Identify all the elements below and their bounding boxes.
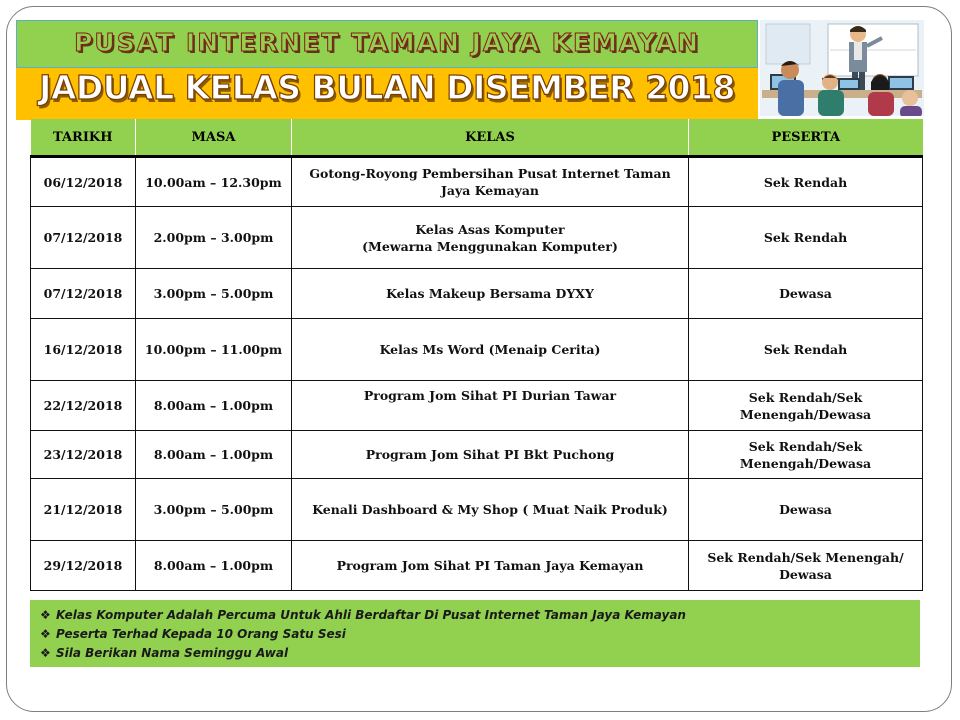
- classroom-illustration: [760, 20, 924, 116]
- cell-participants: Sek Rendah: [689, 207, 923, 269]
- cell-time: 8.00am – 1.00pm: [136, 541, 292, 591]
- cell-date: 07/12/2018: [31, 269, 136, 319]
- cell-class: Kelas Makeup Bersama DYXY: [292, 269, 689, 319]
- cell-class: Program Jom Sihat PI Durian Tawar: [292, 381, 689, 431]
- diamond-bullet-icon: ❖: [40, 645, 51, 660]
- cell-class: Kelas Asas Komputer (Mewarna Menggunakan Komputer): [292, 207, 689, 269]
- cell-participants: Dewasa: [689, 479, 923, 541]
- cell-participants: Sek Rendah: [689, 157, 923, 207]
- note-text: Sila Berikan Nama Seminggu Awal: [56, 645, 289, 660]
- cell-class: Gotong-Royong Pembersihan Pusat Internet Taman Jaya Kemayan: [292, 157, 689, 207]
- diamond-bullet-icon: ❖: [40, 626, 51, 641]
- table-row: [31, 157, 923, 207]
- cell-participants: Sek Rendah/Sek Menengah/Dewasa: [689, 381, 923, 431]
- header-masa: MASA: [136, 119, 292, 157]
- cell-time: 2.00pm – 3.00pm: [136, 207, 292, 269]
- cell-date: 29/12/2018: [31, 541, 136, 591]
- header-tarikh: TARIKH: [31, 119, 136, 157]
- cell-class: Kelas Ms Word (Menaip Cerita): [292, 319, 689, 381]
- note-text: Peserta Terhad Kepada 10 Orang Satu Sesi: [56, 626, 346, 641]
- page-title: PUSAT INTERNET TAMAN JAYA KEMAYAN: [74, 28, 700, 57]
- cell-date: 23/12/2018: [31, 431, 136, 479]
- header-peserta: PESERTA: [689, 119, 923, 157]
- note-item: [40, 643, 920, 662]
- cell-date: 22/12/2018: [31, 381, 136, 431]
- cell-participants: Dewasa: [689, 269, 923, 319]
- table-header-row: [31, 119, 923, 157]
- cell-participants: Sek Rendah: [689, 319, 923, 381]
- page-subtitle: JADUAL KELAS BULAN DISEMBER 2018: [39, 68, 735, 107]
- note-item: [40, 605, 920, 624]
- cell-date: 21/12/2018: [31, 479, 136, 541]
- notes-box: [30, 600, 920, 667]
- cell-time: 8.00am – 1.00pm: [136, 431, 292, 479]
- cell-time: 3.00pm – 5.00pm: [136, 269, 292, 319]
- table-row: [31, 269, 923, 319]
- cell-date: 06/12/2018: [31, 157, 136, 207]
- header-kelas: KELAS: [292, 119, 689, 157]
- cell-time: 3.00pm – 5.00pm: [136, 479, 292, 541]
- table-row: [31, 319, 923, 381]
- table-row: [31, 431, 923, 479]
- diamond-bullet-icon: ❖: [40, 607, 51, 622]
- table-row: [31, 541, 923, 591]
- table-row: [31, 381, 923, 431]
- cell-time: 8.00am – 1.00pm: [136, 381, 292, 431]
- table-row: [31, 479, 923, 541]
- cell-date: 07/12/2018: [31, 207, 136, 269]
- cell-date: 16/12/2018: [31, 319, 136, 381]
- cell-time: 10.00pm – 11.00pm: [136, 319, 292, 381]
- cell-class: Kenali Dashboard & My Shop ( Muat Naik Produk): [292, 479, 689, 541]
- table-row: [31, 207, 923, 269]
- cell-time: 10.00am – 12.30pm: [136, 157, 292, 207]
- cell-participants: Sek Rendah/Sek Menengah/ Dewasa: [689, 541, 923, 591]
- note-item: [40, 624, 920, 643]
- cell-participants: Sek Rendah/Sek Menengah/Dewasa: [689, 431, 923, 479]
- schedule-table: [30, 119, 923, 591]
- note-text: Kelas Komputer Adalah Percuma Untuk Ahli Berdaftar Di Pusat Internet Taman Jaya Kemayan: [56, 607, 686, 622]
- cell-class: Program Jom Sihat PI Taman Jaya Kemayan: [292, 541, 689, 591]
- cell-class: Program Jom Sihat PI Bkt Puchong: [292, 431, 689, 479]
